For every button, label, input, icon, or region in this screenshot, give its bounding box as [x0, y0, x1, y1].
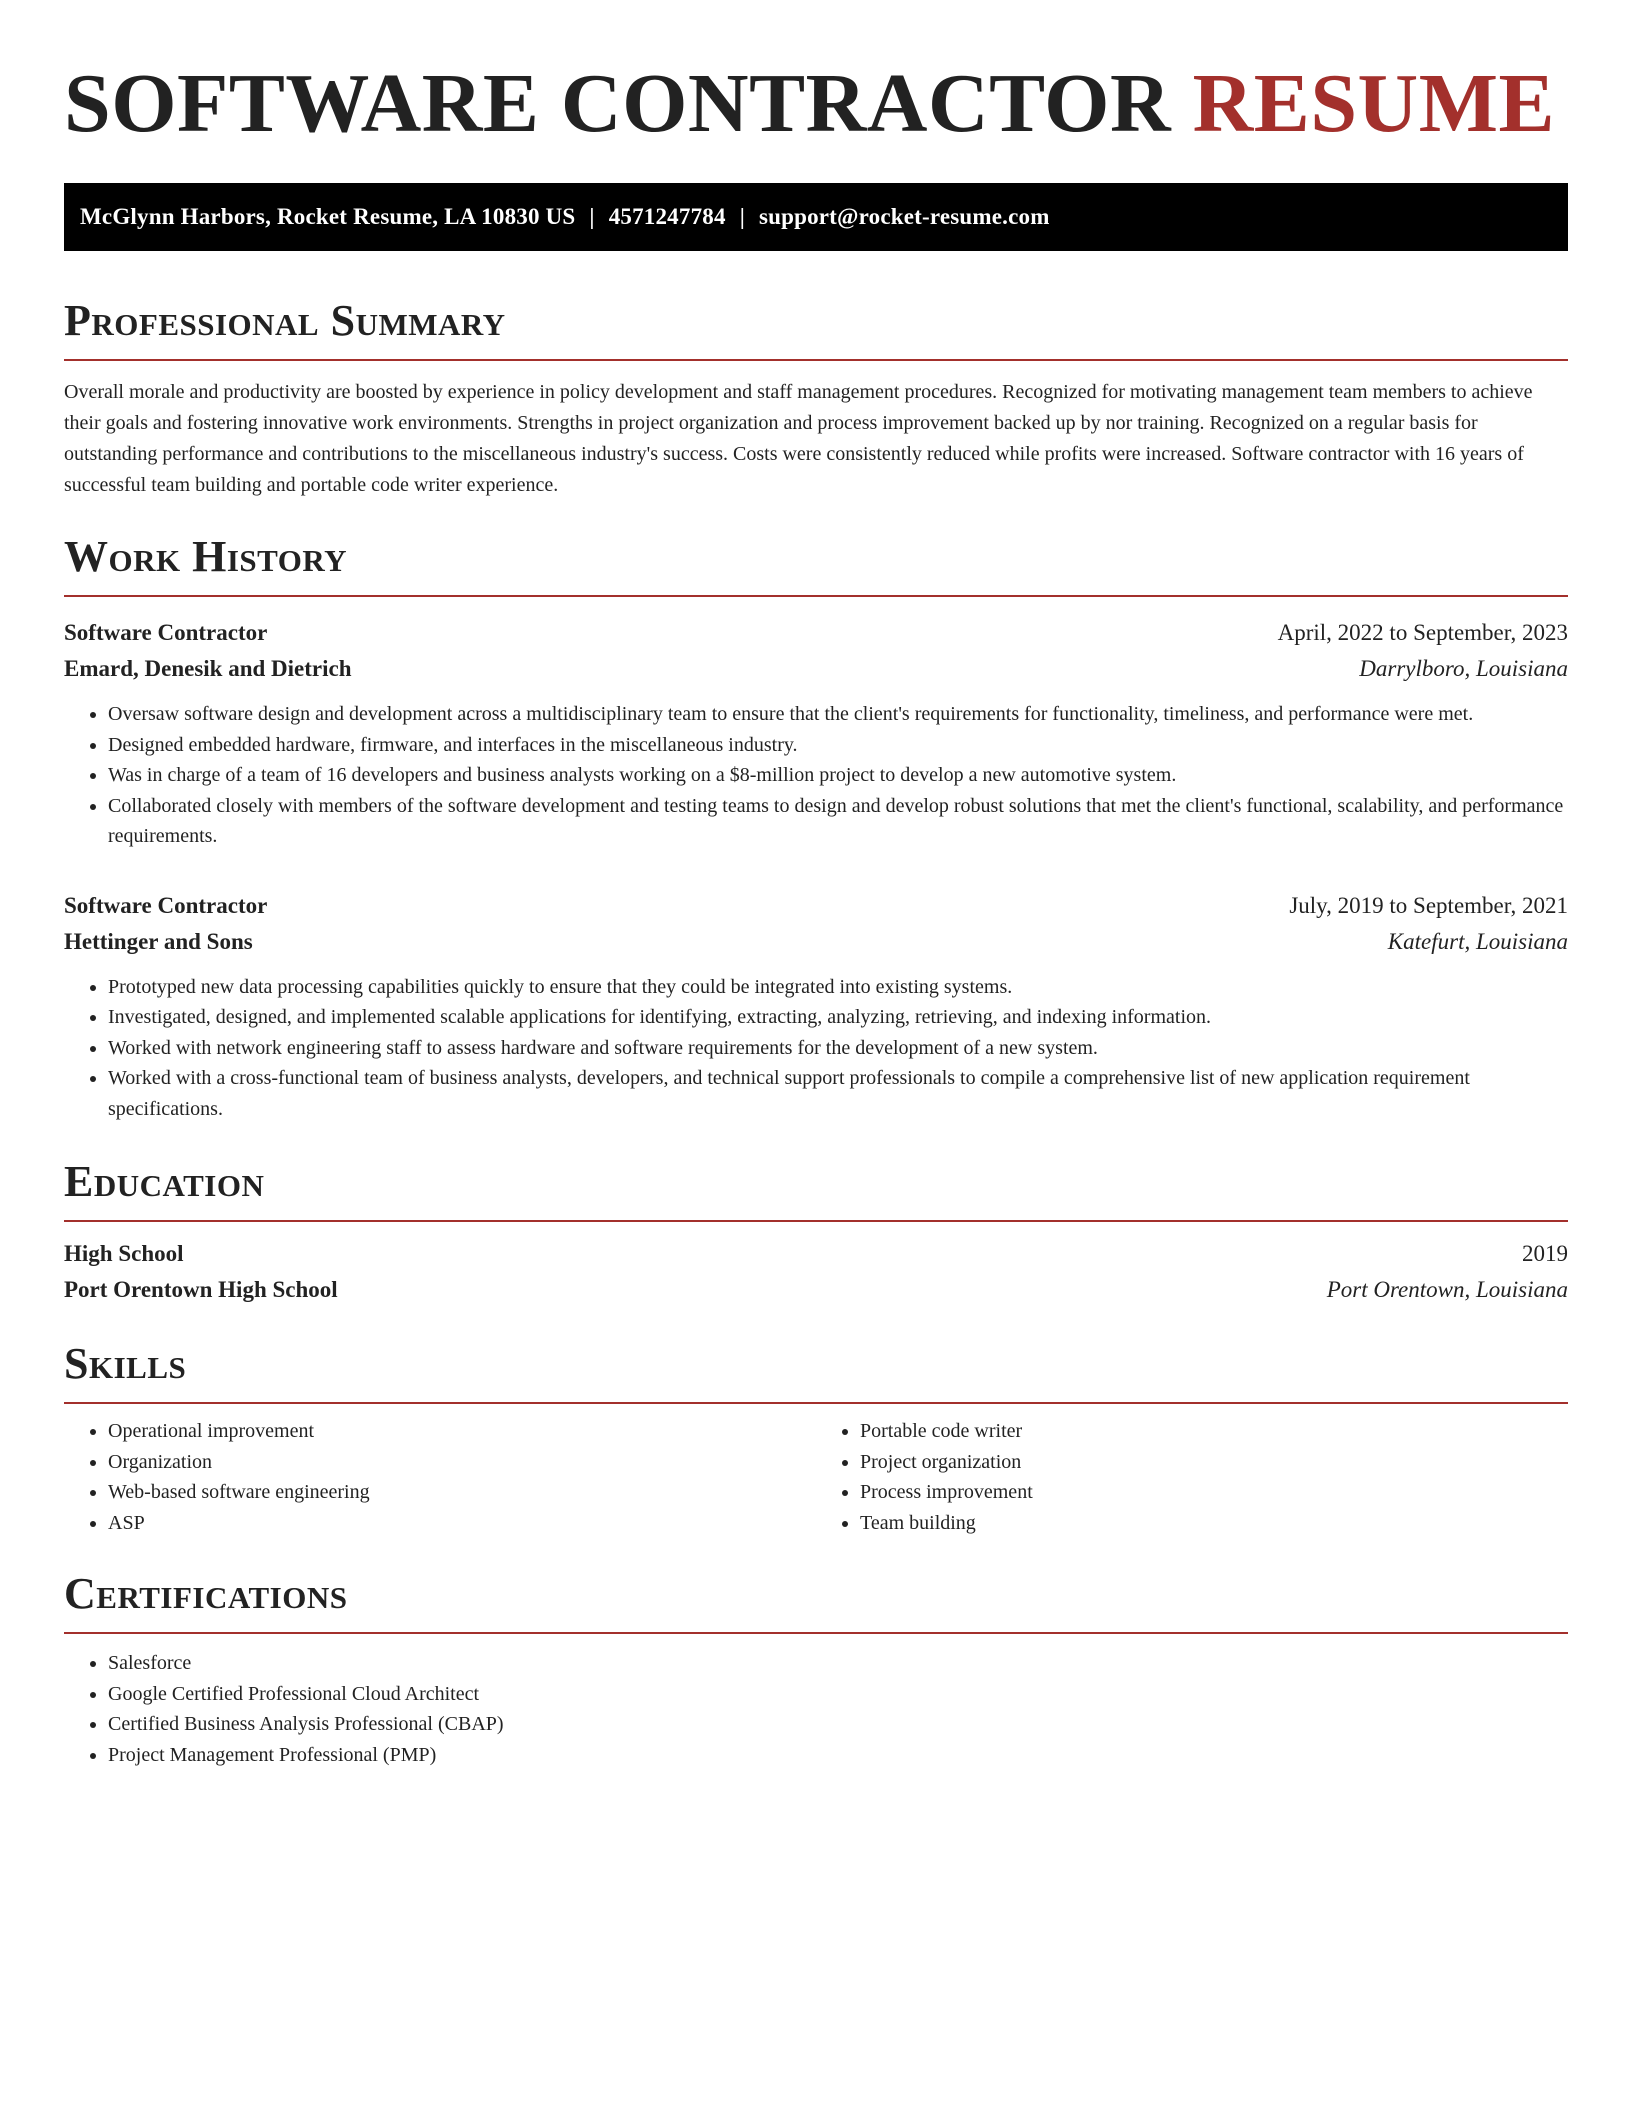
certifications-heading: Certifications [64, 1568, 1568, 1634]
list-item: • Designed embedded hardware, firmware, and interfaces in the miscellaneous industry. [108, 730, 1568, 761]
job-title: Software Contractor [64, 892, 268, 918]
work-history-section [64, 531, 1568, 1124]
list-item: • Certified Business Analysis Professional (CBAP) [108, 1709, 1568, 1740]
title-main: SOFTWARE CONTRACTOR [64, 57, 1193, 150]
list-item: • Team building [860, 1508, 1568, 1539]
summary-heading: Professional Summary [64, 295, 1568, 361]
list-item: • Worked with a cross-functional team of business analysts, developers, and technical support professionals to compile a comprehensive list of new application requirement specifications. [108, 1063, 1568, 1124]
list-item: • Oversaw software design and development across a multidisciplinary team to ensure that the client's requirements for functionality, timeliness, and performance were met. [108, 699, 1568, 730]
education-school-row [64, 1272, 1568, 1308]
education-degree-row [64, 1236, 1568, 1272]
job-dates: April, 2022 to September, 2023 [1277, 620, 1568, 645]
job-company: Hettinger and Sons [64, 928, 253, 954]
list-item: • Organization [108, 1447, 816, 1478]
education-section [64, 1156, 1568, 1308]
contact-separator: | [589, 204, 595, 229]
contact-address: McGlynn Harbors, Rocket Resume, LA 10830 US [80, 204, 576, 229]
list-item: • Project organization [860, 1447, 1568, 1478]
list-item: • Was in charge of a team of 16 developers and business analysts working on a $8-million project to develop a new automotive system. [108, 760, 1568, 791]
education-school: Port Orentown High School [64, 1277, 338, 1302]
skills-grid [64, 1416, 1568, 1538]
education-year: 2019 [1522, 1241, 1568, 1266]
skills-list-left [64, 1416, 816, 1538]
title-accent: RESUME [1192, 57, 1556, 150]
list-item: • Collaborated closely with members of the software development and testing teams to design and develop robust solutions that met the client's functional, scalability, and performance requirements. [108, 791, 1568, 852]
job-entry [64, 888, 1568, 1125]
education-entry [64, 1236, 1568, 1308]
list-item: • Operational improvement [108, 1416, 816, 1447]
job-entry [64, 615, 1568, 852]
list-item: • Investigated, designed, and implemented scalable applications for identifying, extracting, analyzing, retrieving, and indexing information. [108, 1002, 1568, 1033]
contact-phone: 4571247784 [608, 204, 726, 229]
job-bullets [64, 972, 1568, 1125]
job-bullets [64, 699, 1568, 852]
job-company-row [64, 924, 1568, 960]
list-item: • Process improvement [860, 1477, 1568, 1508]
list-item: • Web-based software engineering [108, 1477, 816, 1508]
skills-heading: Skills [64, 1338, 1568, 1404]
education-location: Port Orentown, Louisiana [1326, 1277, 1568, 1302]
work-history-heading: Work History [64, 531, 1568, 597]
job-title-row [64, 615, 1568, 651]
summary-section [64, 295, 1568, 501]
job-title-row [64, 888, 1568, 924]
summary-text: Overall morale and productivity are boosted by experience in policy development and staff management procedures. Recognized for motivating management team members to achieve their goals and fostering innovative work environments. Strengths in project organization and process improvement backed up by nor training. Recognized on a regular basis for outstanding performance and contributions to the miscellaneous industry's success. Costs were consistently reduced while profits were increased. Software contractor with 16 years of successful team building and portable code writer experience. [64, 381, 1533, 496]
list-item: • Google Certified Professional Cloud Architect [108, 1679, 1568, 1710]
list-item: • Portable code writer [860, 1416, 1568, 1447]
job-dates: July, 2019 to September, 2021 [1289, 892, 1568, 918]
job-location: Katefurt, Louisiana [1387, 928, 1568, 954]
job-location: Darrylboro, Louisiana [1359, 656, 1568, 681]
contact-email: support@rocket-resume.com [758, 204, 1050, 229]
job-company: Emard, Denesik and Dietrich [64, 656, 352, 681]
contact-bar [64, 183, 1568, 251]
list-item: • Worked with network engineering staff to assess hardware and software requirements for the development of a new system. [108, 1033, 1568, 1064]
certifications-list [64, 1648, 1568, 1770]
education-heading: Education [64, 1156, 1568, 1222]
job-title: Software Contractor [64, 620, 268, 645]
skills-section [64, 1338, 1568, 1538]
list-item: • ASP [108, 1508, 816, 1539]
resume-title [64, 58, 1568, 150]
list-item: • Salesforce [108, 1648, 1568, 1679]
list-item: • Project Management Professional (PMP) [108, 1740, 1568, 1771]
certifications-section [64, 1568, 1568, 1770]
list-item: • Prototyped new data processing capabilities quickly to ensure that they could be integrated into existing systems. [108, 972, 1568, 1003]
skills-list-right [816, 1416, 1568, 1538]
job-company-row [64, 651, 1568, 687]
contact-separator: | [739, 204, 745, 229]
education-degree: High School [64, 1241, 184, 1266]
